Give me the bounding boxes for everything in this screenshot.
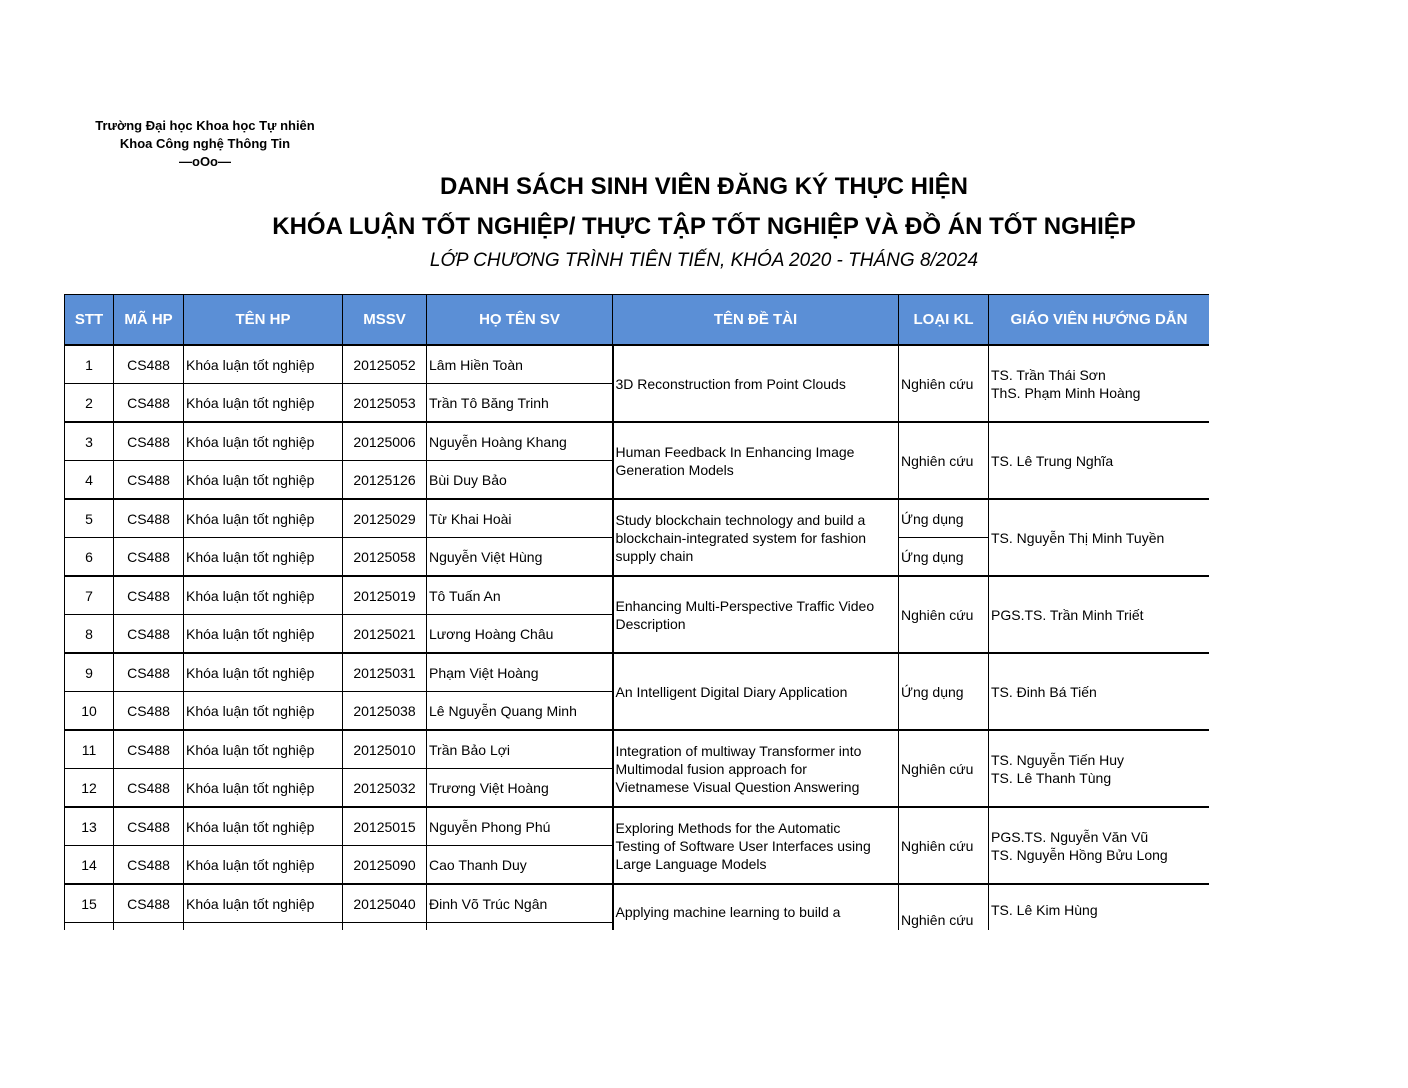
table-row — [65, 576, 1210, 615]
cell-advisors — [989, 345, 1210, 422]
col-header-ma-hp: MÃ HP — [114, 295, 184, 346]
cell-topic — [613, 884, 899, 930]
cell-ho-ten: Nguyễn Hoàng Khang — [427, 422, 613, 461]
cell-type: Nghiên cứu — [899, 884, 989, 930]
topic-line: Study blockchain technology and build a — [615, 511, 866, 528]
cell-topic — [613, 499, 899, 576]
topic-line: blockchain-integrated system for fashion — [615, 529, 867, 546]
table-row — [65, 884, 1210, 923]
cell-ho-ten: Lê Nguyễn Quang Minh — [427, 692, 613, 731]
table-row — [65, 345, 1210, 384]
cell-mssv: 20125015 — [343, 807, 427, 846]
cell-ten-hp: Khóa luận tốt nghiệp — [184, 384, 343, 423]
advisor-name: TS. Lê Kim Hùng — [991, 902, 1098, 918]
decorative-separator: —oOo— — [179, 154, 231, 169]
col-header-ten-hp: TÊN HP — [184, 295, 343, 346]
cell-stt: 11 — [65, 730, 114, 769]
cell-mssv: 20125021 — [343, 615, 427, 654]
document-title-line1: DANH SÁCH SINH VIÊN ĐĂNG KÝ THỰC HIỆN — [440, 173, 968, 200]
cell-mssv: 20125038 — [343, 692, 427, 731]
cell-ho-ten: Đinh Võ Trúc Ngân — [427, 884, 613, 923]
cell-ten-hp: Khóa luận tốt nghiệp — [184, 846, 343, 885]
col-header-stt: STT — [65, 295, 114, 346]
university-name: Trường Đại học Khoa học Tự nhiên — [95, 118, 315, 133]
cell-stt: 1 — [65, 345, 114, 384]
faculty-name: Khoa Công nghệ Thông Tin — [119, 136, 291, 151]
cell-ma-hp: CS488 — [114, 846, 184, 885]
cell-mssv: 20125031 — [343, 653, 427, 692]
organization-header — [60, 117, 350, 171]
cell-stt: 3 — [65, 422, 114, 461]
advisor-name: TS. Trần Thái Sơn — [991, 366, 1106, 383]
topic-line: Integration of multiway Transformer into — [615, 742, 862, 759]
cell-stt: 14 — [65, 846, 114, 885]
cell-ho-ten: Tô Tuấn An — [427, 576, 613, 615]
topic-line: Description — [615, 615, 686, 632]
cell-ten-hp: Khóa luận tốt nghiệp — [184, 499, 343, 538]
cell-ma-hp: CS488 — [114, 653, 184, 692]
cell-mssv: 20125040 — [343, 884, 427, 923]
cell-mssv: 20125053 — [343, 384, 427, 423]
cell-ho-ten: Bùi Duy Bảo — [427, 461, 613, 500]
cell-advisors — [989, 884, 1210, 930]
cell-ho-ten: Nguyễn Phong Phú — [427, 807, 613, 846]
cell-ma-hp: CS488 — [114, 884, 184, 923]
cell-topic — [613, 345, 899, 422]
cell-type: Nghiên cứu — [899, 422, 989, 499]
cell-empty — [65, 923, 114, 931]
cell-mssv: 20125032 — [343, 769, 427, 808]
advisor-name: TS. Nguyễn Tiến Huy — [991, 751, 1125, 768]
cell-ho-ten: Lâm Hiền Toàn — [427, 345, 613, 384]
cell-type: Ứng dụng — [899, 538, 989, 577]
cell-empty — [184, 923, 343, 931]
cell-ma-hp: CS488 — [114, 499, 184, 538]
topic-line: Vietnamese Visual Question Answering — [615, 778, 860, 795]
topic-line: Exploring Methods for the Automatic — [615, 819, 841, 836]
cell-ma-hp: CS488 — [114, 461, 184, 500]
cell-advisors — [989, 499, 1210, 576]
cell-ho-ten: Phạm Việt Hoàng — [427, 653, 613, 692]
cell-ten-hp: Khóa luận tốt nghiệp — [184, 807, 343, 846]
cell-ten-hp: Khóa luận tốt nghiệp — [184, 769, 343, 808]
cell-stt: 7 — [65, 576, 114, 615]
cell-ho-ten: Nguyễn Việt Hùng — [427, 538, 613, 577]
advisor-name: ThS. Phạm Minh Hoàng — [991, 384, 1141, 401]
advisor-name: TS. Lê Thanh Tùng — [991, 769, 1112, 786]
document-subtitle: LỚP CHƯƠNG TRÌNH TIÊN TIẾN, KHÓA 2020 - THÁNG 8/2024 — [429, 250, 979, 271]
col-header-mssv: MSSV — [343, 295, 427, 346]
topic-line: Applying machine learning to build a — [615, 904, 841, 920]
registration-table — [64, 294, 1209, 930]
topic-line: An Intelligent Digital Diary Application — [615, 683, 848, 700]
topic-line: Human Feedback In Enhancing Image — [615, 443, 855, 460]
cell-ma-hp: CS488 — [114, 730, 184, 769]
col-header-giao-vien: GIÁO VIÊN HƯỚNG DẪN — [989, 295, 1210, 346]
topic-line: Large Language Models — [615, 855, 767, 872]
table-row — [65, 730, 1210, 769]
cell-stt: 8 — [65, 615, 114, 654]
col-header-loai-kl: LOẠI KL — [899, 295, 989, 346]
cell-ho-ten: Trần Bảo Lợi — [427, 730, 613, 769]
cell-type: Nghiên cứu — [899, 576, 989, 653]
cell-ho-ten: Từ Khai Hoài — [427, 499, 613, 538]
cell-ho-ten: Cao Thanh Duy — [427, 846, 613, 885]
cell-topic — [613, 422, 899, 499]
cell-ten-hp: Khóa luận tốt nghiệp — [184, 884, 343, 923]
cell-mssv: 20125010 — [343, 730, 427, 769]
col-header-ten-de-tai: TÊN ĐỀ TÀI — [613, 295, 899, 346]
cell-empty — [114, 923, 184, 931]
table-row — [65, 422, 1210, 461]
cell-stt: 5 — [65, 499, 114, 538]
cell-ten-hp: Khóa luận tốt nghiệp — [184, 461, 343, 500]
cell-stt: 12 — [65, 769, 114, 808]
cell-advisors — [989, 653, 1210, 730]
cell-ma-hp: CS488 — [114, 692, 184, 731]
topic-line: Enhancing Multi-Perspective Traffic Video — [615, 597, 875, 614]
cell-type: Nghiên cứu — [899, 345, 989, 422]
cell-empty — [427, 923, 613, 931]
cell-mssv: 20125058 — [343, 538, 427, 577]
cell-mssv: 20125052 — [343, 345, 427, 384]
cell-mssv: 20125126 — [343, 461, 427, 500]
table-row — [65, 499, 1210, 538]
topic-line: supply chain — [615, 547, 694, 564]
cell-type: Ứng dụng — [899, 653, 989, 730]
cell-type: Nghiên cứu — [899, 730, 989, 807]
col-header-ho-ten: HỌ TÊN SV — [427, 295, 613, 346]
cell-ten-hp: Khóa luận tốt nghiệp — [184, 692, 343, 731]
cell-stt: 10 — [65, 692, 114, 731]
topic-line: Multimodal fusion approach for — [615, 760, 807, 777]
cell-ten-hp: Khóa luận tốt nghiệp — [184, 422, 343, 461]
cell-advisors — [989, 576, 1210, 653]
cell-ho-ten: Trần Tô Băng Trinh — [427, 384, 613, 423]
cell-ma-hp: CS488 — [114, 345, 184, 384]
cell-ma-hp: CS488 — [114, 769, 184, 808]
advisor-name: TS. Nguyễn Hồng Bửu Long — [991, 846, 1168, 863]
cell-ma-hp: CS488 — [114, 538, 184, 577]
cell-stt: 2 — [65, 384, 114, 423]
cell-topic — [613, 730, 899, 807]
cell-ma-hp: CS488 — [114, 807, 184, 846]
cell-stt: 6 — [65, 538, 114, 577]
cell-ten-hp: Khóa luận tốt nghiệp — [184, 345, 343, 384]
table-row — [65, 807, 1210, 846]
document-title-line2: KHÓA LUẬN TỐT NGHIỆP/ THỰC TẬP TỐT NGHIỆP VÀ ĐỒ ÁN TỐT NGHIỆP — [272, 213, 1136, 240]
cell-stt: 15 — [65, 884, 114, 923]
cell-advisors — [989, 422, 1210, 499]
cell-ma-hp: CS488 — [114, 615, 184, 654]
cell-stt: 4 — [65, 461, 114, 500]
cell-mssv: 20125090 — [343, 846, 427, 885]
topic-line: 3D Reconstruction from Point Clouds — [615, 375, 846, 392]
cell-stt: 9 — [65, 653, 114, 692]
cell-ten-hp: Khóa luận tốt nghiệp — [184, 576, 343, 615]
topic-line: Testing of Software User Interfaces using — [615, 837, 871, 854]
advisor-name: PGS.TS. Trần Minh Triết — [991, 606, 1144, 623]
advisor-name: TS. Nguyễn Thị Minh Tuyền — [991, 529, 1165, 546]
table-row — [65, 653, 1210, 692]
cell-ten-hp: Khóa luận tốt nghiệp — [184, 653, 343, 692]
cell-ma-hp: CS488 — [114, 422, 184, 461]
advisor-name: TS. Đinh Bá Tiến — [991, 683, 1097, 700]
cell-type: Ứng dụng — [899, 499, 989, 538]
advisor-name: TS. Lê Trung Nghĩa — [991, 452, 1114, 469]
cell-mssv: 20125006 — [343, 422, 427, 461]
cell-ten-hp: Khóa luận tốt nghiệp — [184, 615, 343, 654]
cell-type: Nghiên cứu — [899, 807, 989, 884]
cell-ho-ten: Lương Hoàng Châu — [427, 615, 613, 654]
cell-ho-ten: Trương Việt Hoàng — [427, 769, 613, 808]
cell-topic — [613, 653, 899, 730]
cell-ma-hp: CS488 — [114, 576, 184, 615]
cell-advisors — [989, 807, 1210, 884]
cell-mssv: 20125019 — [343, 576, 427, 615]
topic-line: Generation Models — [615, 461, 734, 478]
cell-topic — [613, 576, 899, 653]
cell-empty — [343, 923, 427, 931]
cell-advisors — [989, 730, 1210, 807]
cell-ten-hp: Khóa luận tốt nghiệp — [184, 538, 343, 577]
cell-ma-hp: CS488 — [114, 384, 184, 423]
student-thesis-table — [64, 294, 1209, 930]
cell-topic — [613, 807, 899, 884]
table-header-row — [65, 295, 1210, 346]
cell-mssv: 20125029 — [343, 499, 427, 538]
cell-stt: 13 — [65, 807, 114, 846]
advisor-name: PGS.TS. Nguyễn Văn Vũ — [991, 828, 1149, 845]
cell-ten-hp: Khóa luận tốt nghiệp — [184, 730, 343, 769]
